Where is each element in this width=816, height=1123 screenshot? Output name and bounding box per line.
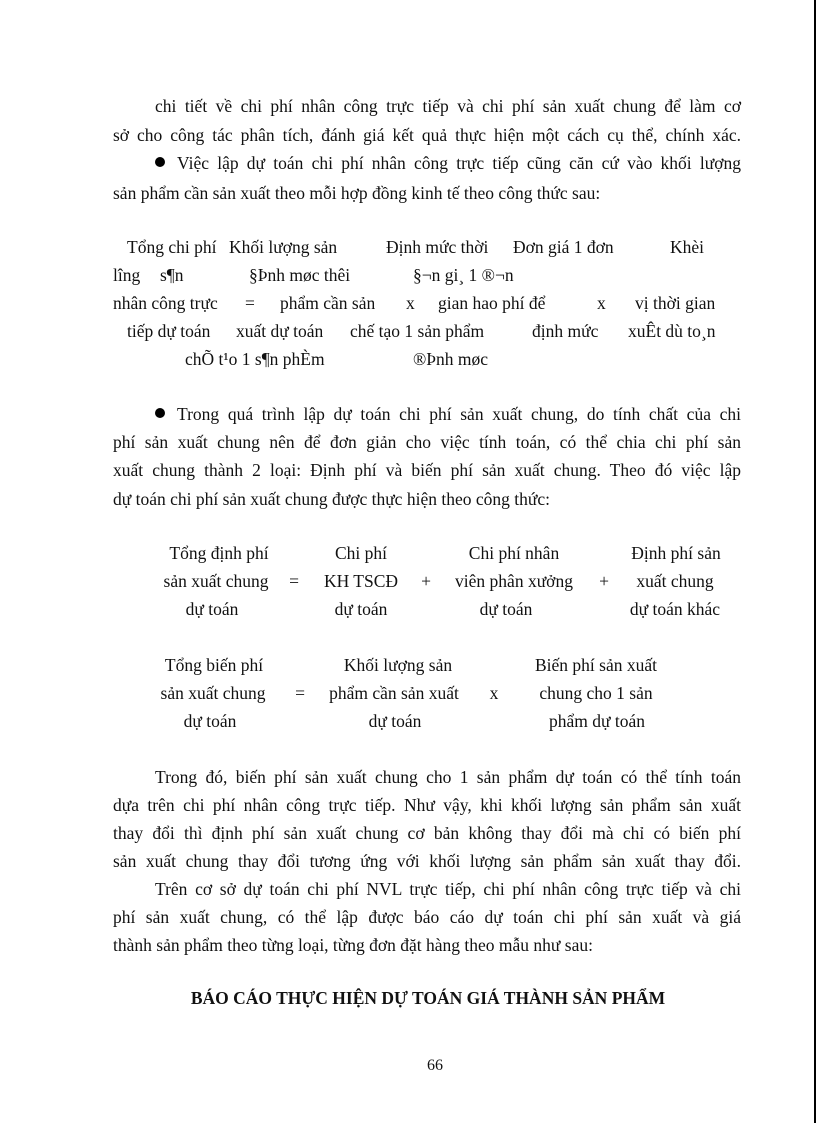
formula-term: gian hao phí để [438,293,546,313]
bullet-line: xuất chung thành 2 loại: Định phí và biến phí sản xuất chung. Theo đó việc lập [113,460,741,480]
formula-term: Chi phí nhân [468,543,560,563]
formula-term: Khèi [670,237,705,257]
formula-term: dự toán [368,711,422,731]
paragraph-line: thay đổi thì định phí sản xuất chung cơ bản không thay đổi mà chỉ có biến phí [113,823,741,843]
formula-operator: = [295,683,305,703]
formula-term: Khối lượng sản [343,655,453,675]
formula-term: s¶n [160,265,184,285]
bullet-icon [155,157,165,167]
bullet-line: Trong quá trình lập dự toán chi phí sản xuất chung, do tính chất của chi [155,403,741,425]
formula-term: tiếp dự toán [127,321,211,341]
bullet-line: dự toán chi phí sản xuất chung được thực hiện theo công thức: [113,489,550,509]
formula-operator: + [599,571,609,591]
paragraph-line: Trong đó, biến phí sản xuất chung cho 1 sản phẩm dự toán có thể tính toán [155,767,741,787]
formula-operator: x [406,293,415,313]
formula-term: sản xuất chung [160,683,266,703]
formula-term: nhân công trực [113,293,218,313]
formula-term: Tổng chi phí [127,237,217,257]
paragraph-line: sản xuất chung thay đổi tương ứng với khối lượng sản phẩm sản xuất thay đổi. [113,851,741,871]
bullet-icon [155,408,165,418]
formula-term: dự toán [185,599,239,619]
formula-term: dự toán [183,711,237,731]
formula-term: vị thời gian [635,293,716,313]
formula-term: viên phân xưởng [455,571,573,591]
formula-term: Tổng biến phí [164,655,264,675]
formula-term: xuÊt dù to¸n [628,321,716,341]
formula-term: xuất dự toán [236,321,324,341]
paragraph-line: thành sản phẩm theo từng loại, từng đơn đặt hàng theo mẫu như sau: [113,935,593,955]
formula-operator: = [245,293,255,313]
formula-term: dự toán khác [629,599,721,619]
formula-term: ®Þnh møc [413,349,489,369]
formula-term: Biến phí sản xuất [535,655,657,675]
formula-term: chung cho 1 sản [539,683,653,703]
bullet-line: Việc lập dự toán chi phí nhân công trực tiếp cũng căn cứ vào khối lượng [155,152,741,174]
formula-term: Định phí sản [631,543,721,563]
section-title: BÁO CÁO THỰC HIỆN DỰ TOÁN GIÁ THÀNH SẢN PHẨM [190,988,666,1008]
bullet-line: phí sản xuất chung nên để đơn giản cho việc tính toán, có thể chia chi phí sản [113,432,741,452]
formula-term: Chi phí [334,543,388,563]
formula-operator: + [421,571,431,591]
formula-term: Đơn giá 1 đơn [513,237,614,257]
formula-term: phẩm cần sản xuất [329,683,459,703]
formula-term: dự toán [479,599,533,619]
formula-term: Khối lượng sản [229,237,338,257]
formula-term: phẩm cần sản [280,293,376,313]
formula-term: KH TSCĐ [323,571,399,591]
formula-operator: = [289,571,299,591]
formula-term: Tổng định phí [169,543,269,563]
formula-operator: x [597,293,606,313]
formula-term: §¬n gi¸ 1 ®¬n [413,265,514,285]
formula-term: định mức [532,321,599,341]
paragraph-line: sở cho công tác phân tích, đánh giá kết quả thực hiện một cách cụ thể, chính xác. [113,125,741,145]
formula-term: lîng [113,265,141,285]
paragraph-line: phí sản xuất chung, có thể lập được báo cáo dự toán chi phí sản xuất và giá [113,907,741,927]
paragraph-line: dựa trên chi phí nhân công trực tiếp. Như vậy, khi khối lượng sản phẩm sản xuất [113,795,741,815]
formula-term: xuất chung [636,571,714,591]
paragraph-line: chi tiết về chi phí nhân công trực tiếp và chi phí sản xuất chung để làm cơ [155,96,741,116]
formula-term: §Þnh møc thêi [249,265,351,285]
bullet-line: sản phẩm cần sản xuất theo mỗi hợp đồng kinh tế theo công thức sau: [113,183,601,203]
formula-term: sản xuất chung [163,571,269,591]
formula-term: dự toán [334,599,388,619]
formula-operator: x [489,683,499,703]
formula-term: Định mức thời [386,237,489,257]
formula-term: chÕ t¹o 1 s¶n phÈm [185,349,325,369]
formula-term: chế tạo 1 sản phẩm [350,321,485,341]
formula-term: phẩm dự toán [549,711,645,731]
paragraph-line: Trên cơ sở dự toán chi phí NVL trực tiếp, chi phí nhân công trực tiếp và chi [155,879,741,899]
page-number: 66 [427,1057,443,1074]
